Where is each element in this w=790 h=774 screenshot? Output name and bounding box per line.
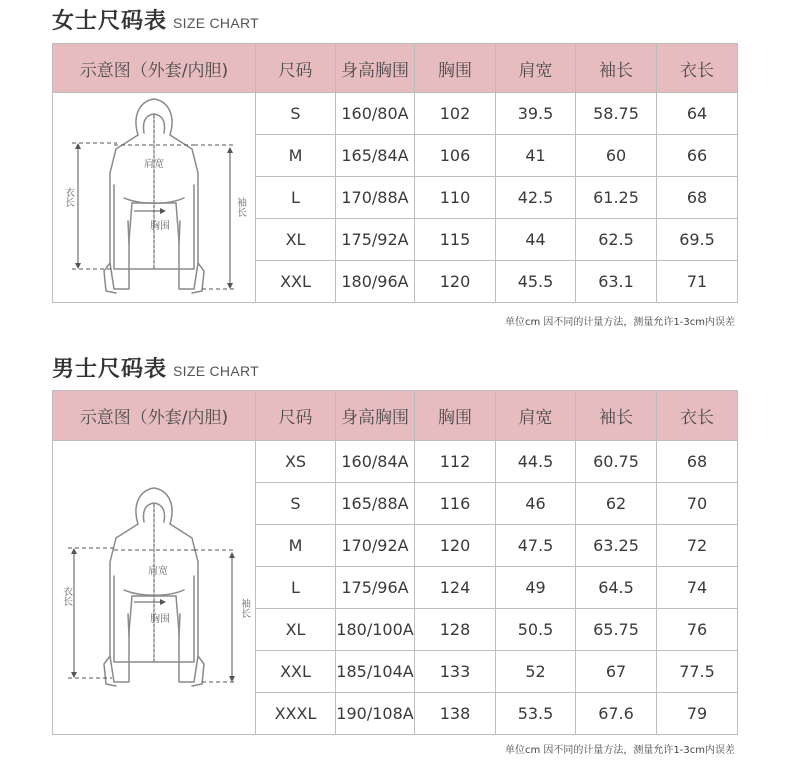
sleeve-cell: 61.25	[576, 177, 657, 218]
chest-cell: 110	[415, 177, 496, 218]
length-cell: 64	[657, 93, 738, 135]
header-sleeve: 袖长	[576, 44, 657, 93]
sleeve-cell: 67	[576, 651, 657, 693]
shoulder-cell: 50.5	[496, 609, 576, 651]
shoulder-cell: 41	[496, 135, 576, 177]
women-title-cn: 女士尺码表	[52, 9, 168, 34]
length-cell: 79	[657, 693, 738, 735]
men-shoulder-label: 肩宽	[147, 565, 168, 577]
header-chest: 胸围	[415, 391, 496, 441]
length-cell: 69.5	[657, 218, 738, 260]
length-cell: 72	[657, 525, 738, 567]
jacket-diagram-icon	[54, 93, 255, 298]
sleeve-cell: 65.75	[576, 609, 657, 651]
header-chest: 胸围	[415, 44, 496, 93]
women-chest-label: 胸围	[149, 221, 170, 232]
chest-cell: 138	[415, 693, 496, 735]
chest-cell: 120	[415, 260, 496, 302]
size-cell: S	[256, 483, 336, 525]
chest-cell: 133	[415, 651, 496, 693]
height-chest-cell: 175/96A	[336, 567, 415, 609]
men-size-title	[52, 352, 259, 383]
height-chest-cell: 170/88A	[336, 177, 415, 218]
header-size: 尺码	[256, 44, 336, 93]
shoulder-cell: 52	[496, 651, 576, 693]
sleeve-cell: 60.75	[576, 441, 657, 483]
size-cell: M	[256, 135, 336, 177]
shoulder-cell: 49	[496, 567, 576, 609]
men-sleeve-label: 袖长	[238, 597, 249, 618]
shoulder-cell: 42.5	[496, 177, 576, 218]
men-title-cn: 男士尺码表	[52, 357, 168, 382]
chest-cell: 128	[415, 609, 496, 651]
shoulder-cell: 44	[496, 218, 576, 260]
height-chest-cell: 180/100A	[336, 609, 415, 651]
length-cell: 70	[657, 483, 738, 525]
women-size-title	[52, 4, 259, 35]
height-chest-cell: 190/108A	[336, 693, 415, 735]
height-chest-cell: 175/92A	[336, 218, 415, 260]
women-length-label: 衣长	[62, 187, 73, 207]
chest-cell: 102	[415, 93, 496, 135]
header-shoulder: 肩宽	[496, 44, 576, 93]
sleeve-cell: 62	[576, 483, 657, 525]
size-cell: XXL	[256, 260, 336, 302]
table-row	[53, 93, 738, 135]
size-cell: L	[256, 177, 336, 218]
size-cell: L	[256, 567, 336, 609]
shoulder-cell: 44.5	[496, 441, 576, 483]
sleeve-cell: 63.25	[576, 525, 657, 567]
jacket-diagram-icon	[54, 456, 255, 716]
men-length-label: 衣长	[60, 585, 71, 606]
men-header-row	[53, 391, 738, 441]
length-cell: 74	[657, 567, 738, 609]
women-jacket-diagram-cell	[53, 93, 256, 303]
men-footnote: 单位cm 因不同的计量方法，测量允许1-3cm内误差	[505, 745, 735, 756]
header-length: 衣长	[657, 391, 738, 441]
size-cell: XL	[256, 218, 336, 260]
sleeve-cell: 67.6	[576, 693, 657, 735]
header-diagram: 示意图（外套/内胆)	[53, 391, 256, 441]
chest-cell: 120	[415, 525, 496, 567]
chest-cell: 115	[415, 218, 496, 260]
length-cell: 71	[657, 260, 738, 302]
height-chest-cell: 160/80A	[336, 93, 415, 135]
size-cell: S	[256, 93, 336, 135]
height-chest-cell: 165/84A	[336, 135, 415, 177]
length-cell: 66	[657, 135, 738, 177]
size-cell: M	[256, 525, 336, 567]
chest-cell: 106	[415, 135, 496, 177]
sleeve-cell: 63.1	[576, 260, 657, 302]
chest-cell: 112	[415, 441, 496, 483]
size-cell: XL	[256, 609, 336, 651]
women-size-table	[52, 43, 738, 303]
women-header-row	[53, 44, 738, 93]
women-sleeve-label: 袖长	[234, 197, 245, 217]
size-cell: XS	[256, 441, 336, 483]
sleeve-cell: 58.75	[576, 93, 657, 135]
chest-cell: 116	[415, 483, 496, 525]
women-footnote: 单位cm 因不同的计量方法，测量允许1-3cm内误差	[505, 317, 735, 328]
sleeve-cell: 60	[576, 135, 657, 177]
height-chest-cell: 160/84A	[336, 441, 415, 483]
shoulder-cell: 45.5	[496, 260, 576, 302]
header-length: 衣长	[657, 44, 738, 93]
length-cell: 68	[657, 177, 738, 218]
shoulder-cell: 53.5	[496, 693, 576, 735]
header-height-chest: 身高胸围	[336, 44, 415, 93]
sleeve-cell: 64.5	[576, 567, 657, 609]
sleeve-cell: 62.5	[576, 218, 657, 260]
chest-cell: 124	[415, 567, 496, 609]
women-title-en: SIZE CHART	[173, 15, 259, 31]
shoulder-cell: 39.5	[496, 93, 576, 135]
table-row	[53, 441, 738, 483]
height-chest-cell: 180/96A	[336, 260, 415, 302]
men-title-en: SIZE CHART	[173, 363, 259, 379]
men-chest-label: 胸围	[149, 613, 170, 625]
length-cell: 77.5	[657, 651, 738, 693]
men-jacket-diagram-cell	[53, 441, 256, 735]
height-chest-cell: 170/92A	[336, 525, 415, 567]
size-cell: XXXL	[256, 693, 336, 735]
header-sleeve: 袖长	[576, 391, 657, 441]
shoulder-cell: 46	[496, 483, 576, 525]
height-chest-cell: 185/104A	[336, 651, 415, 693]
women-shoulder-label: 肩宽	[143, 159, 164, 170]
shoulder-cell: 47.5	[496, 525, 576, 567]
length-cell: 68	[657, 441, 738, 483]
header-size: 尺码	[256, 391, 336, 441]
header-height-chest: 身高胸围	[336, 391, 415, 441]
size-cell: XXL	[256, 651, 336, 693]
men-size-table	[52, 390, 738, 735]
height-chest-cell: 165/88A	[336, 483, 415, 525]
length-cell: 76	[657, 609, 738, 651]
header-diagram: 示意图（外套/内胆)	[53, 44, 256, 93]
header-shoulder: 肩宽	[496, 391, 576, 441]
